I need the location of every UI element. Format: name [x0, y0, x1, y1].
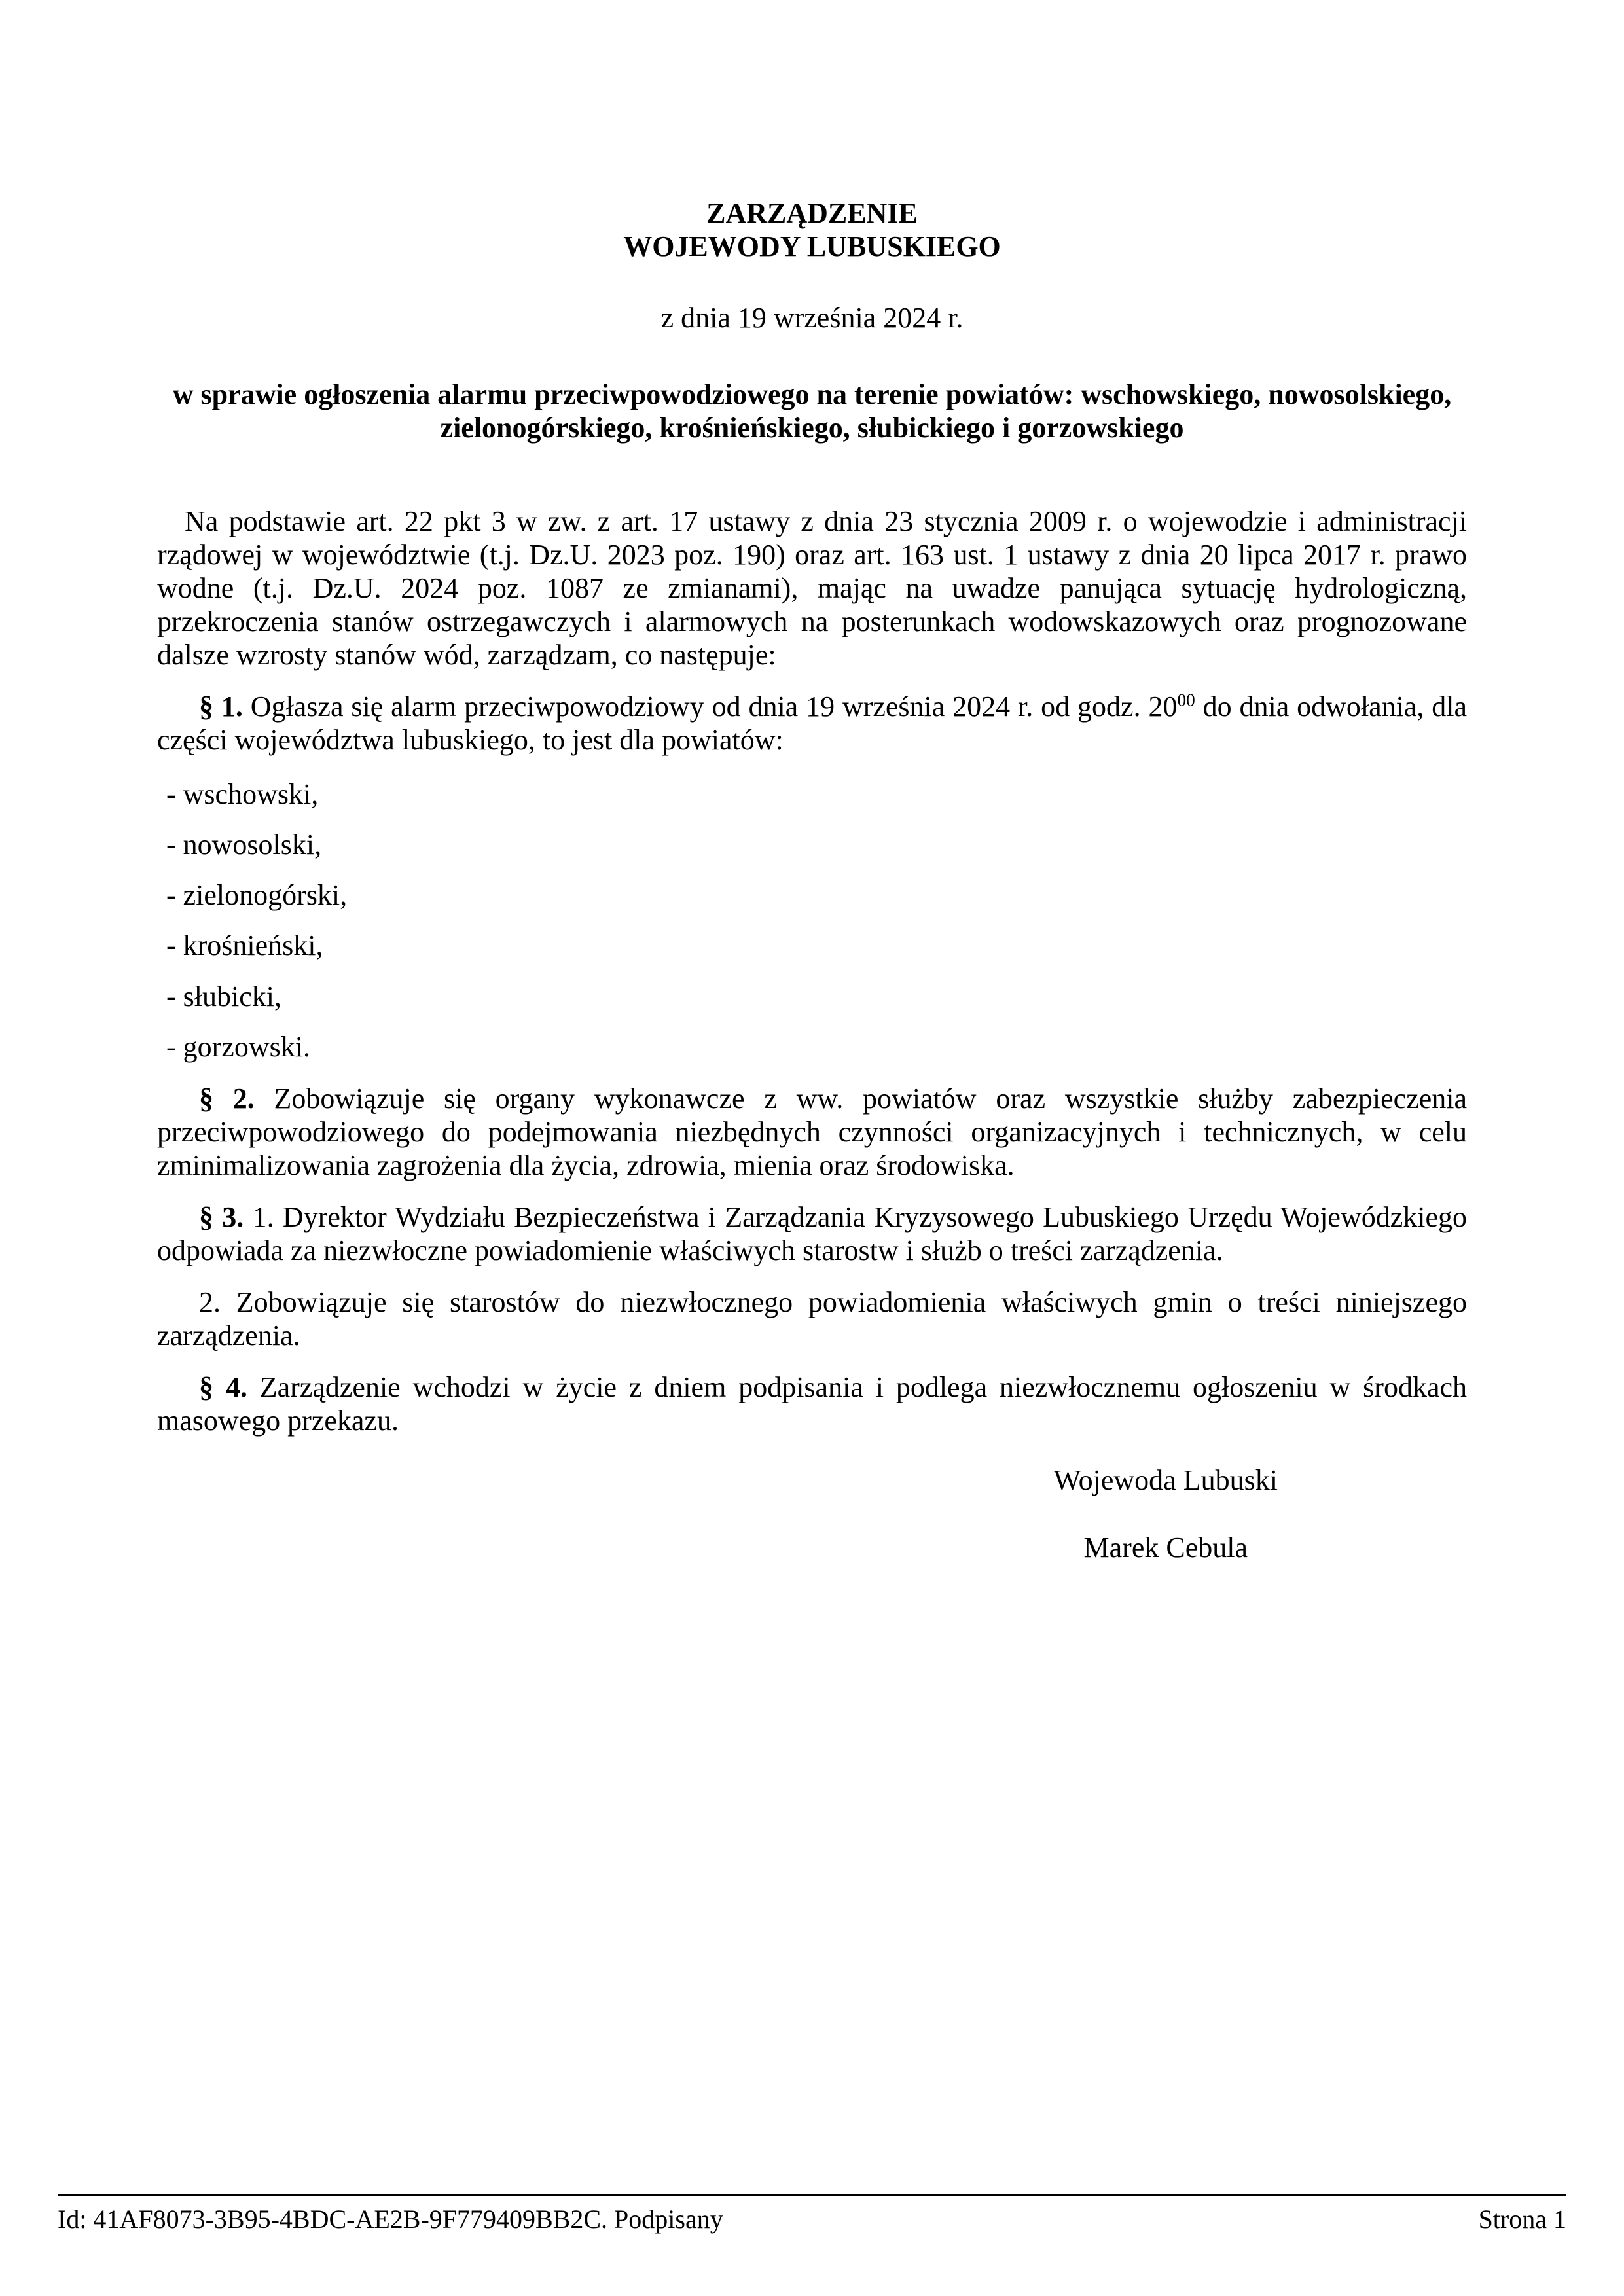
- section-4-text: Zarządzenie wchodzi w życie z dniem podpisania i podlega niezwłocznemu ogłoszeniu w środkach masowego przekazu.: [157, 1371, 1467, 1437]
- section-3-label: § 3.: [199, 1200, 244, 1233]
- section-1-label: § 1.: [199, 691, 243, 723]
- district-item: - nowosolski,: [166, 829, 322, 861]
- section-1-text-before-sup: Ogłasza się alarm przeciwpowodziowy od dnia 19 września 2024 r. od godz. 20: [242, 691, 1178, 723]
- district-item: - krośnieński,: [166, 929, 323, 962]
- document-title-line2: WOJEWODY LUBUSKIEGO: [623, 230, 1001, 263]
- district-item: - zielonogórski,: [166, 879, 348, 912]
- district-item: - słubicki,: [166, 980, 281, 1013]
- section-1-superscript: 00: [1177, 690, 1195, 710]
- signature-title: Wojewoda Lubuski: [1053, 1463, 1278, 1496]
- section-2-paragraph: [157, 1082, 1467, 1182]
- section-3-paragraph: [157, 1200, 1467, 1267]
- section-1-text-after-sup: do dnia odwołania, dla części województwa lubuskiego, to jest dla powiatów:: [157, 691, 1468, 757]
- district-item: - gorzowski.: [166, 1030, 310, 1063]
- document-title: [157, 196, 1467, 263]
- page-footer: [58, 2194, 1566, 2234]
- document-title-line1: ZARZĄDZENIE: [706, 197, 918, 229]
- signature-block: [865, 1463, 1467, 1564]
- signature-name: Marek Cebula: [1083, 1531, 1248, 1564]
- section-4-paragraph: [157, 1371, 1467, 1437]
- document-date: z dnia 19 września 2024 r.: [660, 302, 964, 334]
- preamble-paragraph: Na podstawie art. 22 pkt 3 w zw. z art. 17 ustawy z dnia 23 stycznia 2009 r. o wojewodzie i administracji rządowej w województwie (t.j. Dz.U. 2023 poz. 190) oraz art. 163 ust. 1 ustawy z dnia 20 lipca 2017 r. prawo wodne (t.j. Dz.U. 2024 poz. 1087 ze zmianami), mając na uwadze panująca sytuację hydrologiczną, przekroczenia stanów ostrzegawczych i alarmowych na posterunkach wodowskazowych oraz prognozowane dalsze wzrosty stanów wód, zarządzam, co następuje:: [157, 505, 1467, 672]
- district-item: - wschowski,: [166, 778, 319, 811]
- section-1-paragraph: [157, 690, 1467, 757]
- footer-page-number: Strona 1: [1478, 2204, 1566, 2234]
- section-4-label: § 4.: [199, 1371, 247, 1403]
- section-2-text: Zobowiązuje się organy wykonawcze z ww. powiatów oraz wszystkie służby zabezpieczenia przeciwpowodziowego do podejmowania niezbędnych czynności organizacyjnych i technicznych, w celu zminimalizowania zagrożenia dla życia, zdrowia, mienia oraz środowiska.: [157, 1082, 1468, 1181]
- document-subject: w sprawie ogłoszenia alarmu przeciwpowodziowego na terenie powiatów: wschowskiego, nowosolskiego, zielonogórskiego, krośnieńskiego, słubickiego i gorzowskiego: [172, 378, 1452, 444]
- footer-document-id: Id: 41AF8073-3B95-4BDC-AE2B-9F779409BB2C. Podpisany: [58, 2204, 723, 2234]
- section-3-sub2-paragraph: 2. Zobowiązuje się starostów do niezwłocznego powiadomienia właściwych gmin o treści niniejszego zarządzenia.: [157, 1285, 1467, 1352]
- section-3-sub1-text: 1. Dyrektor Wydziału Bezpieczeństwa i Zarządzania Kryzysowego Lubuskiego Urzędu Wojewódzkiego odpowiada za niezwłoczne powiadomienie właściwych starostw i służb o treści zarządzenia.: [157, 1200, 1468, 1266]
- section-2-label: § 2.: [199, 1082, 255, 1115]
